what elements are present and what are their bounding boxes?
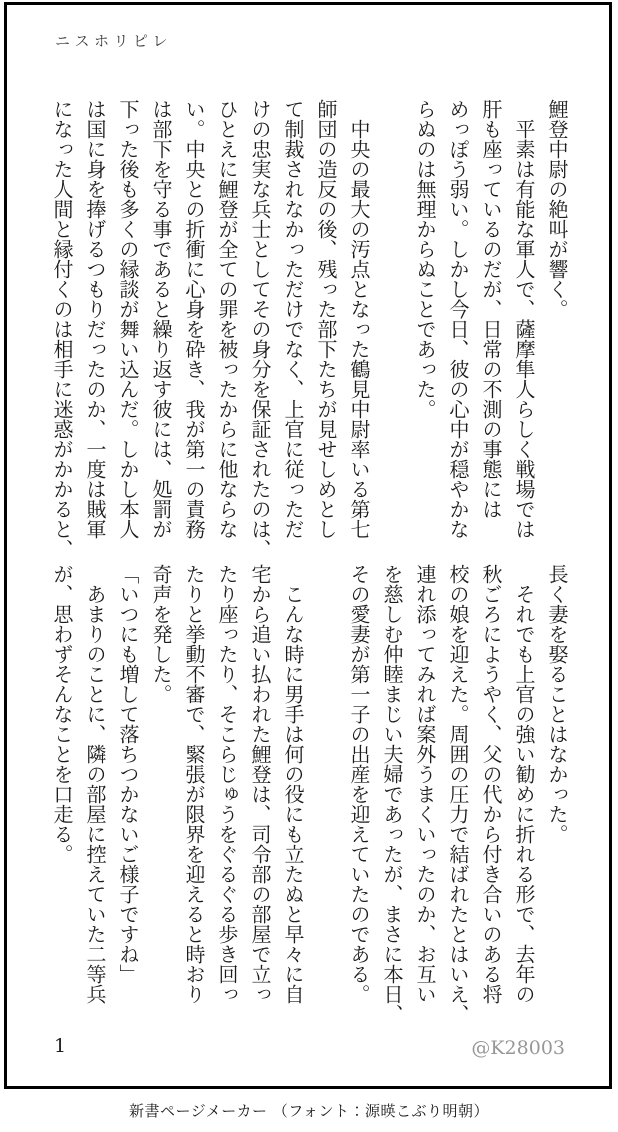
- author-watermark: @K28003: [471, 1037, 565, 1059]
- text-column: 連れ添ってみれば案外うまくいったのか、お互い: [413, 564, 437, 1004]
- text-column: 「いつにも増して落ちつかないご様子ですね」: [116, 564, 140, 984]
- text-column: それでも上官の強い勧めに折れる形で、去年の: [512, 564, 536, 1004]
- text-column: い。中央との折衝に心身を砕き、我が第一の責務: [182, 99, 206, 539]
- text-column: 校の娘を迎えた。周囲の圧力で結ばれたとはいえ、: [446, 564, 470, 1024]
- text-column: 師団の造反の後、残った部下たちが見せしめとし: [314, 99, 338, 539]
- text-band-bottom: [45, 564, 573, 1024]
- text-column: たり座ったり、そこらじゅうをぐるぐる歩き回っ: [215, 564, 239, 1004]
- footer-caption: 新書ページメーカー （フォント：源暎こぶり明朝）: [129, 1102, 489, 1120]
- blank-column: [309, 564, 342, 996]
- text-column: 秋ごろにようやく、父の代から付き合いのある将: [479, 564, 503, 1004]
- text-column: 中央の最大の汚点となった鶴見中尉率いる第七: [347, 99, 371, 539]
- text-column: こんな時に男手は何の役にも立たぬと早々に自: [281, 564, 305, 1004]
- text-column: けの忠実な兵士としてその身分を保証されたのは、: [248, 99, 272, 559]
- text-column: その愛妻が第一子の出産を迎えていたのである。: [347, 564, 371, 1004]
- text-column: らぬのは無理からぬことであった。: [413, 99, 437, 419]
- text-column: になった人間と縁付くのは相手に迷惑がかかると、: [50, 99, 74, 559]
- text-column: を慈しむ仲睦まじい夫婦であったが、まさに本日、: [380, 564, 404, 1024]
- page-header-title: ニスホリピレ: [55, 32, 173, 50]
- text-column: 平素は有能な軍人で、薩摩隼人らしく戦場では: [512, 99, 536, 539]
- text-column: が、思わずそんなことを口走る。: [50, 564, 74, 864]
- blank-column: [375, 99, 408, 531]
- text-column: 奇声を発した。: [149, 564, 173, 704]
- text-column: 下った後も多くの縁談が舞い込んだ。しかし本人: [116, 99, 140, 539]
- text-column: 肝も座っているのだが、日常の不測の事態には: [479, 99, 503, 519]
- text-column: は国に身を捧げるつもりだったのか、一度は賊軍: [83, 99, 107, 539]
- text-band-top: [45, 99, 573, 559]
- text-column: 鯉登中尉の絶叫が響く。: [545, 99, 569, 319]
- text-column: めっぽう弱い。しかし今日、彼の心中が穏やかな: [446, 99, 470, 539]
- text-column: 宅から追い払われた鯉登は、司令部の部屋で立っ: [248, 564, 272, 1004]
- text-column: て制裁されなかっただけでなく、上官に従っただ: [281, 99, 305, 539]
- text-column: たりと挙動不審で、緊張が限界を迎えると時おり: [182, 564, 206, 1004]
- text-column: は部下を守る事であると繰り返す彼には、処罰が: [149, 99, 173, 539]
- text-column: あまりのことに、隣の部屋に控えていた二等兵: [83, 564, 107, 1004]
- page-number: 1: [54, 1035, 67, 1057]
- text-column: ひとえに鯉登が全ての罪を被ったからに他ならな: [215, 99, 239, 539]
- text-column: 長く妻を娶ることはなかった。: [545, 564, 569, 844]
